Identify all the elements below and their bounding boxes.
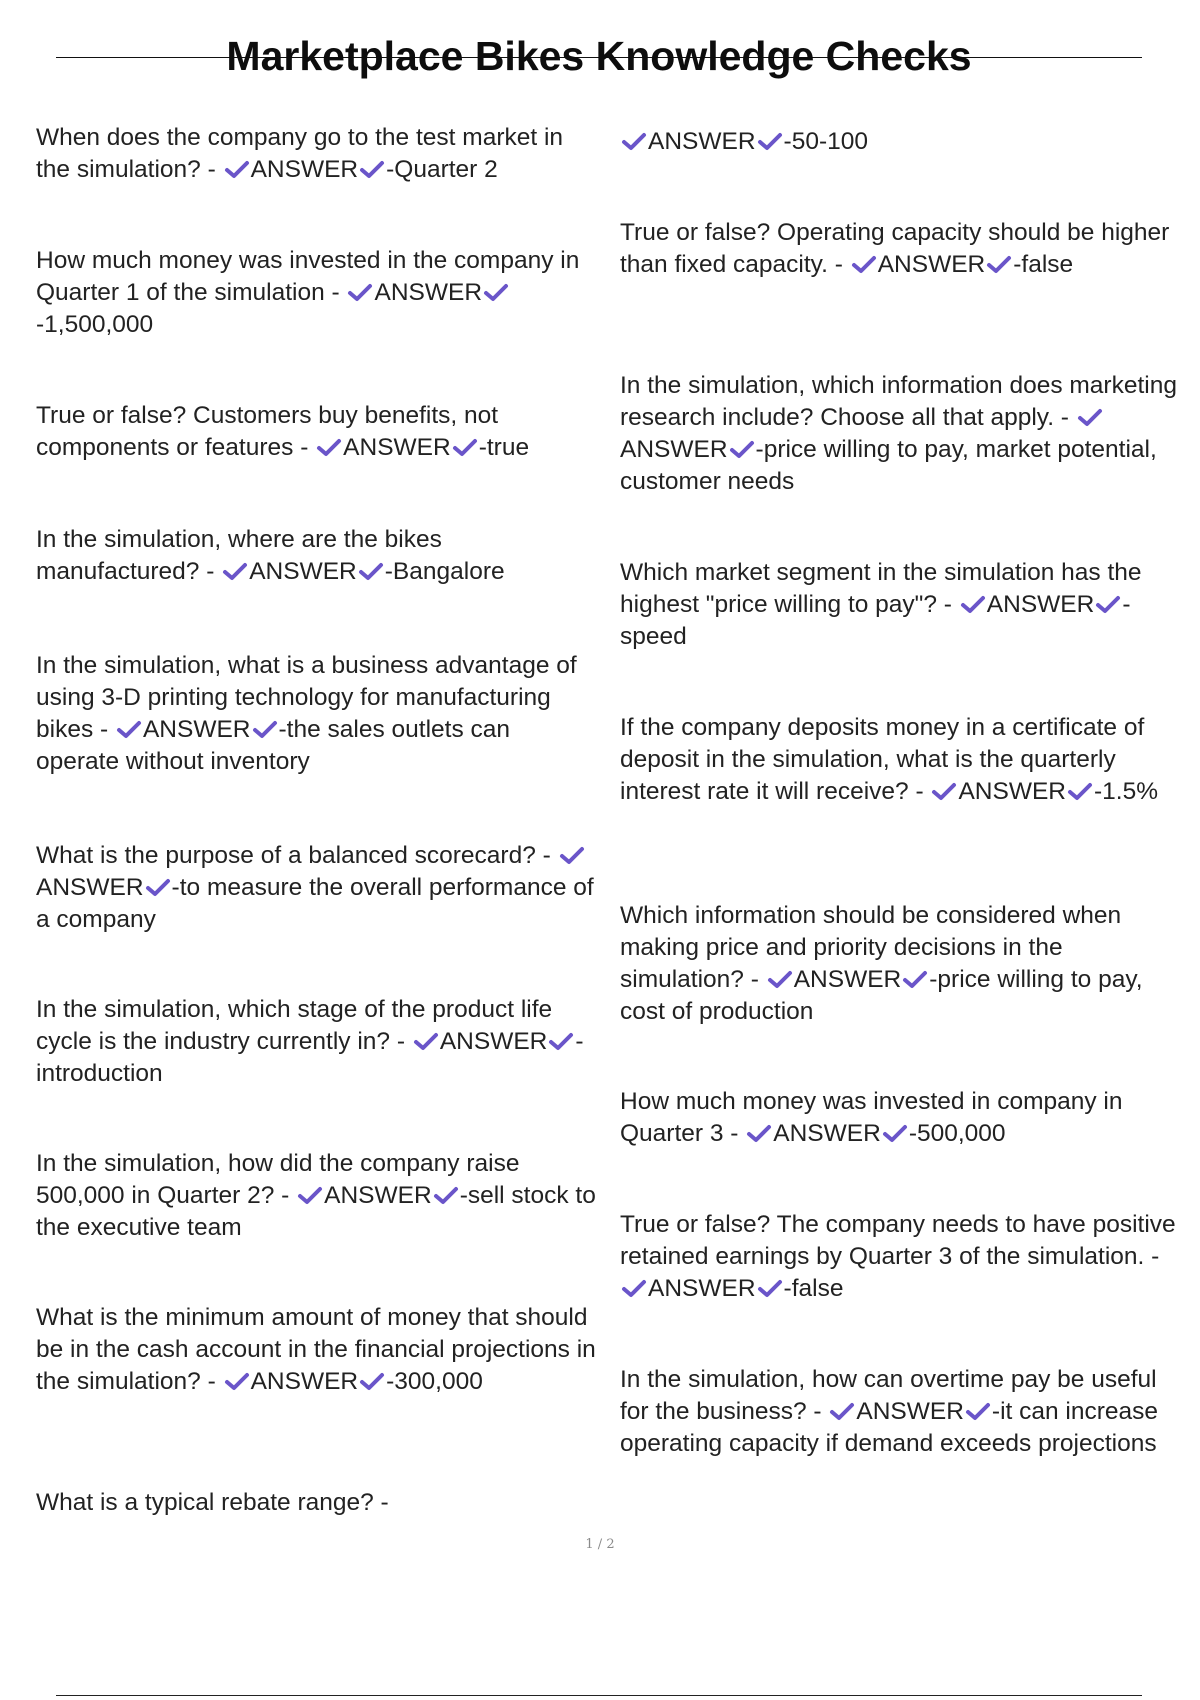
question-text: In the simulation, which information does marketing research include? Choose all that apply. -	[620, 372, 1177, 431]
question-text: If the company deposits money in a certificate of deposit in the simulation, what is the quarterly interest rate it will receive? -	[620, 714, 1145, 805]
question-text: True or false? Operating capacity should be higher than fixed capacity. -	[620, 219, 1170, 278]
answer-label: ANSWER	[793, 966, 902, 993]
question-text: In the simulation, how can overtime pay be useful for the business? -	[620, 1366, 1157, 1425]
answer-text: -1,500,000	[36, 311, 154, 338]
qa-item	[620, 126, 1180, 158]
qa-item	[36, 840, 596, 936]
question-text: In the simulation, how did the company raise 500,000 in Quarter 2? -	[36, 1150, 520, 1209]
check-icon	[882, 1123, 908, 1143]
check-icon	[1095, 594, 1121, 614]
qa-item	[36, 524, 596, 588]
answer-label: ANSWER	[250, 1368, 359, 1395]
question-text: How much money was invested in the company in Quarter 1 of the simulation -	[36, 247, 580, 306]
check-icon	[224, 1371, 250, 1391]
check-icon	[483, 282, 509, 302]
answer-block	[221, 558, 504, 585]
answer-label: ANSWER	[250, 156, 359, 183]
check-icon	[347, 282, 373, 302]
qa-item	[36, 245, 596, 341]
check-icon	[931, 781, 957, 801]
question-text: What is a typical rebate range? -	[36, 1489, 389, 1516]
check-icon	[829, 1401, 855, 1421]
qa-item	[36, 400, 596, 464]
question-text: True or false? The company needs to have positive retained earnings by Quarter 3 of the simulation. -	[620, 1211, 1176, 1270]
answer-text: -false	[783, 1275, 844, 1302]
answer-label: ANSWER	[36, 874, 144, 901]
answer-label: ANSWER	[877, 251, 986, 278]
answer-block	[315, 434, 529, 461]
check-icon	[902, 969, 928, 989]
check-icon	[359, 1371, 385, 1391]
qa-item	[36, 1302, 596, 1398]
question-text: What is the purpose of a balanced scorecard? -	[36, 842, 558, 869]
answer-text: -price willing to pay, market potential, customer needs	[620, 436, 1157, 495]
answer-text: -false	[1013, 251, 1074, 278]
answer-text: -to measure the overall performance of a company	[36, 874, 594, 933]
answer-label: ANSWER	[856, 1398, 964, 1425]
answer-text: -price willing to pay, cost of production	[620, 966, 1143, 1025]
check-icon	[297, 1185, 323, 1205]
check-icon	[986, 254, 1012, 274]
check-icon	[224, 159, 250, 179]
answer-label: ANSWER	[142, 716, 251, 743]
qa-item	[620, 217, 1180, 281]
qa-item	[36, 1148, 596, 1244]
question-text: Which market segment in the simulation has the highest "price willing to pay"? -	[620, 559, 1142, 618]
question-text: When does the company go to the test market in the simulation? -	[36, 124, 564, 183]
answer-block	[223, 156, 498, 183]
check-icon	[559, 845, 585, 865]
check-icon	[729, 439, 755, 459]
check-icon	[767, 969, 793, 989]
answer-block	[620, 1275, 843, 1302]
answer-label: ANSWER	[343, 434, 451, 461]
answer-block	[930, 778, 1158, 805]
answer-text: -300,000	[386, 1368, 483, 1395]
qa-item	[36, 994, 596, 1090]
check-icon	[222, 561, 248, 581]
check-icon	[252, 719, 278, 739]
answer-block	[745, 1120, 1005, 1147]
bottom-rule	[56, 1695, 1142, 1696]
answer-label: ANSWER	[773, 1120, 881, 1147]
check-icon	[960, 594, 986, 614]
qa-item	[620, 900, 1180, 1028]
answer-block	[223, 1368, 483, 1395]
check-icon	[757, 131, 783, 151]
answer-label: ANSWER	[620, 436, 728, 463]
answer-label: ANSWER	[249, 558, 357, 585]
answer-label: ANSWER	[324, 1182, 432, 1209]
answer-text: -500,000	[908, 1120, 1006, 1147]
answer-label: ANSWER	[648, 1275, 756, 1302]
question-text: In the simulation, which stage of the product life cycle is the industry currently in? -	[36, 996, 553, 1055]
answer-label: ANSWER	[958, 778, 1066, 805]
check-icon	[452, 437, 478, 457]
qa-item	[36, 122, 596, 186]
answer-text: -it can increase operating capacity if demand exceeds projections	[620, 1398, 1159, 1457]
qa-item	[620, 557, 1180, 653]
question-text: Which information should be considered when making price and priority decisions in the simulation? -	[620, 902, 1122, 993]
question-text: In the simulation, where are the bikes manufactured? -	[36, 526, 442, 585]
qa-item	[620, 712, 1180, 808]
answer-label: ANSWER	[374, 279, 483, 306]
answer-text: -introduction	[36, 1028, 584, 1087]
page-number: 1 / 2	[585, 1537, 615, 1552]
check-icon	[548, 1031, 574, 1051]
check-icon	[621, 131, 647, 151]
question-text: In the simulation, what is a business advantage of using 3-D printing technology for manufacturing bikes -	[36, 652, 577, 743]
answer-text: -1.5%	[1093, 778, 1158, 805]
answer-label: ANSWER	[648, 128, 756, 155]
check-icon	[358, 561, 384, 581]
question-text: What is the minimum amount of money that should be in the cash account in the financial projections in the simulation? -	[36, 1304, 596, 1395]
answer-block	[850, 251, 1073, 278]
answer-text: -50-100	[783, 128, 868, 155]
answer-label: ANSWER	[439, 1028, 548, 1055]
answer-text: -the sales outlets can operate without inventory	[36, 716, 511, 775]
check-icon	[116, 719, 142, 739]
check-icon	[145, 877, 171, 897]
qa-item	[620, 1086, 1180, 1150]
check-icon	[316, 437, 342, 457]
question-text: How much money was invested in company in Quarter 3 -	[620, 1088, 1123, 1147]
answer-label: ANSWER	[986, 591, 1095, 618]
qa-item	[36, 1487, 596, 1519]
title-bar	[56, 20, 1142, 94]
qa-item	[620, 370, 1180, 498]
answer-text: -speed	[620, 591, 1131, 650]
check-icon	[1077, 407, 1103, 427]
answer-text: -true	[478, 434, 530, 461]
check-icon	[621, 1278, 647, 1298]
check-icon	[359, 159, 385, 179]
qa-item	[620, 1209, 1180, 1305]
qa-item	[620, 1364, 1180, 1460]
check-icon	[757, 1278, 783, 1298]
check-icon	[965, 1401, 991, 1421]
answer-text: -Bangalore	[384, 558, 505, 585]
answer-text: -sell stock to the executive team	[36, 1182, 596, 1241]
check-icon	[1067, 781, 1093, 801]
check-icon	[746, 1123, 772, 1143]
qa-item	[36, 650, 596, 778]
answer-text: -Quarter 2	[386, 156, 498, 183]
check-icon	[851, 254, 877, 274]
check-icon	[413, 1031, 439, 1051]
answer-block	[620, 128, 868, 155]
page-title: Marketplace Bikes Knowledge Checks	[226, 33, 972, 79]
check-icon	[433, 1185, 459, 1205]
question-text: True or false? Customers buy benefits, not components or features -	[36, 402, 499, 461]
